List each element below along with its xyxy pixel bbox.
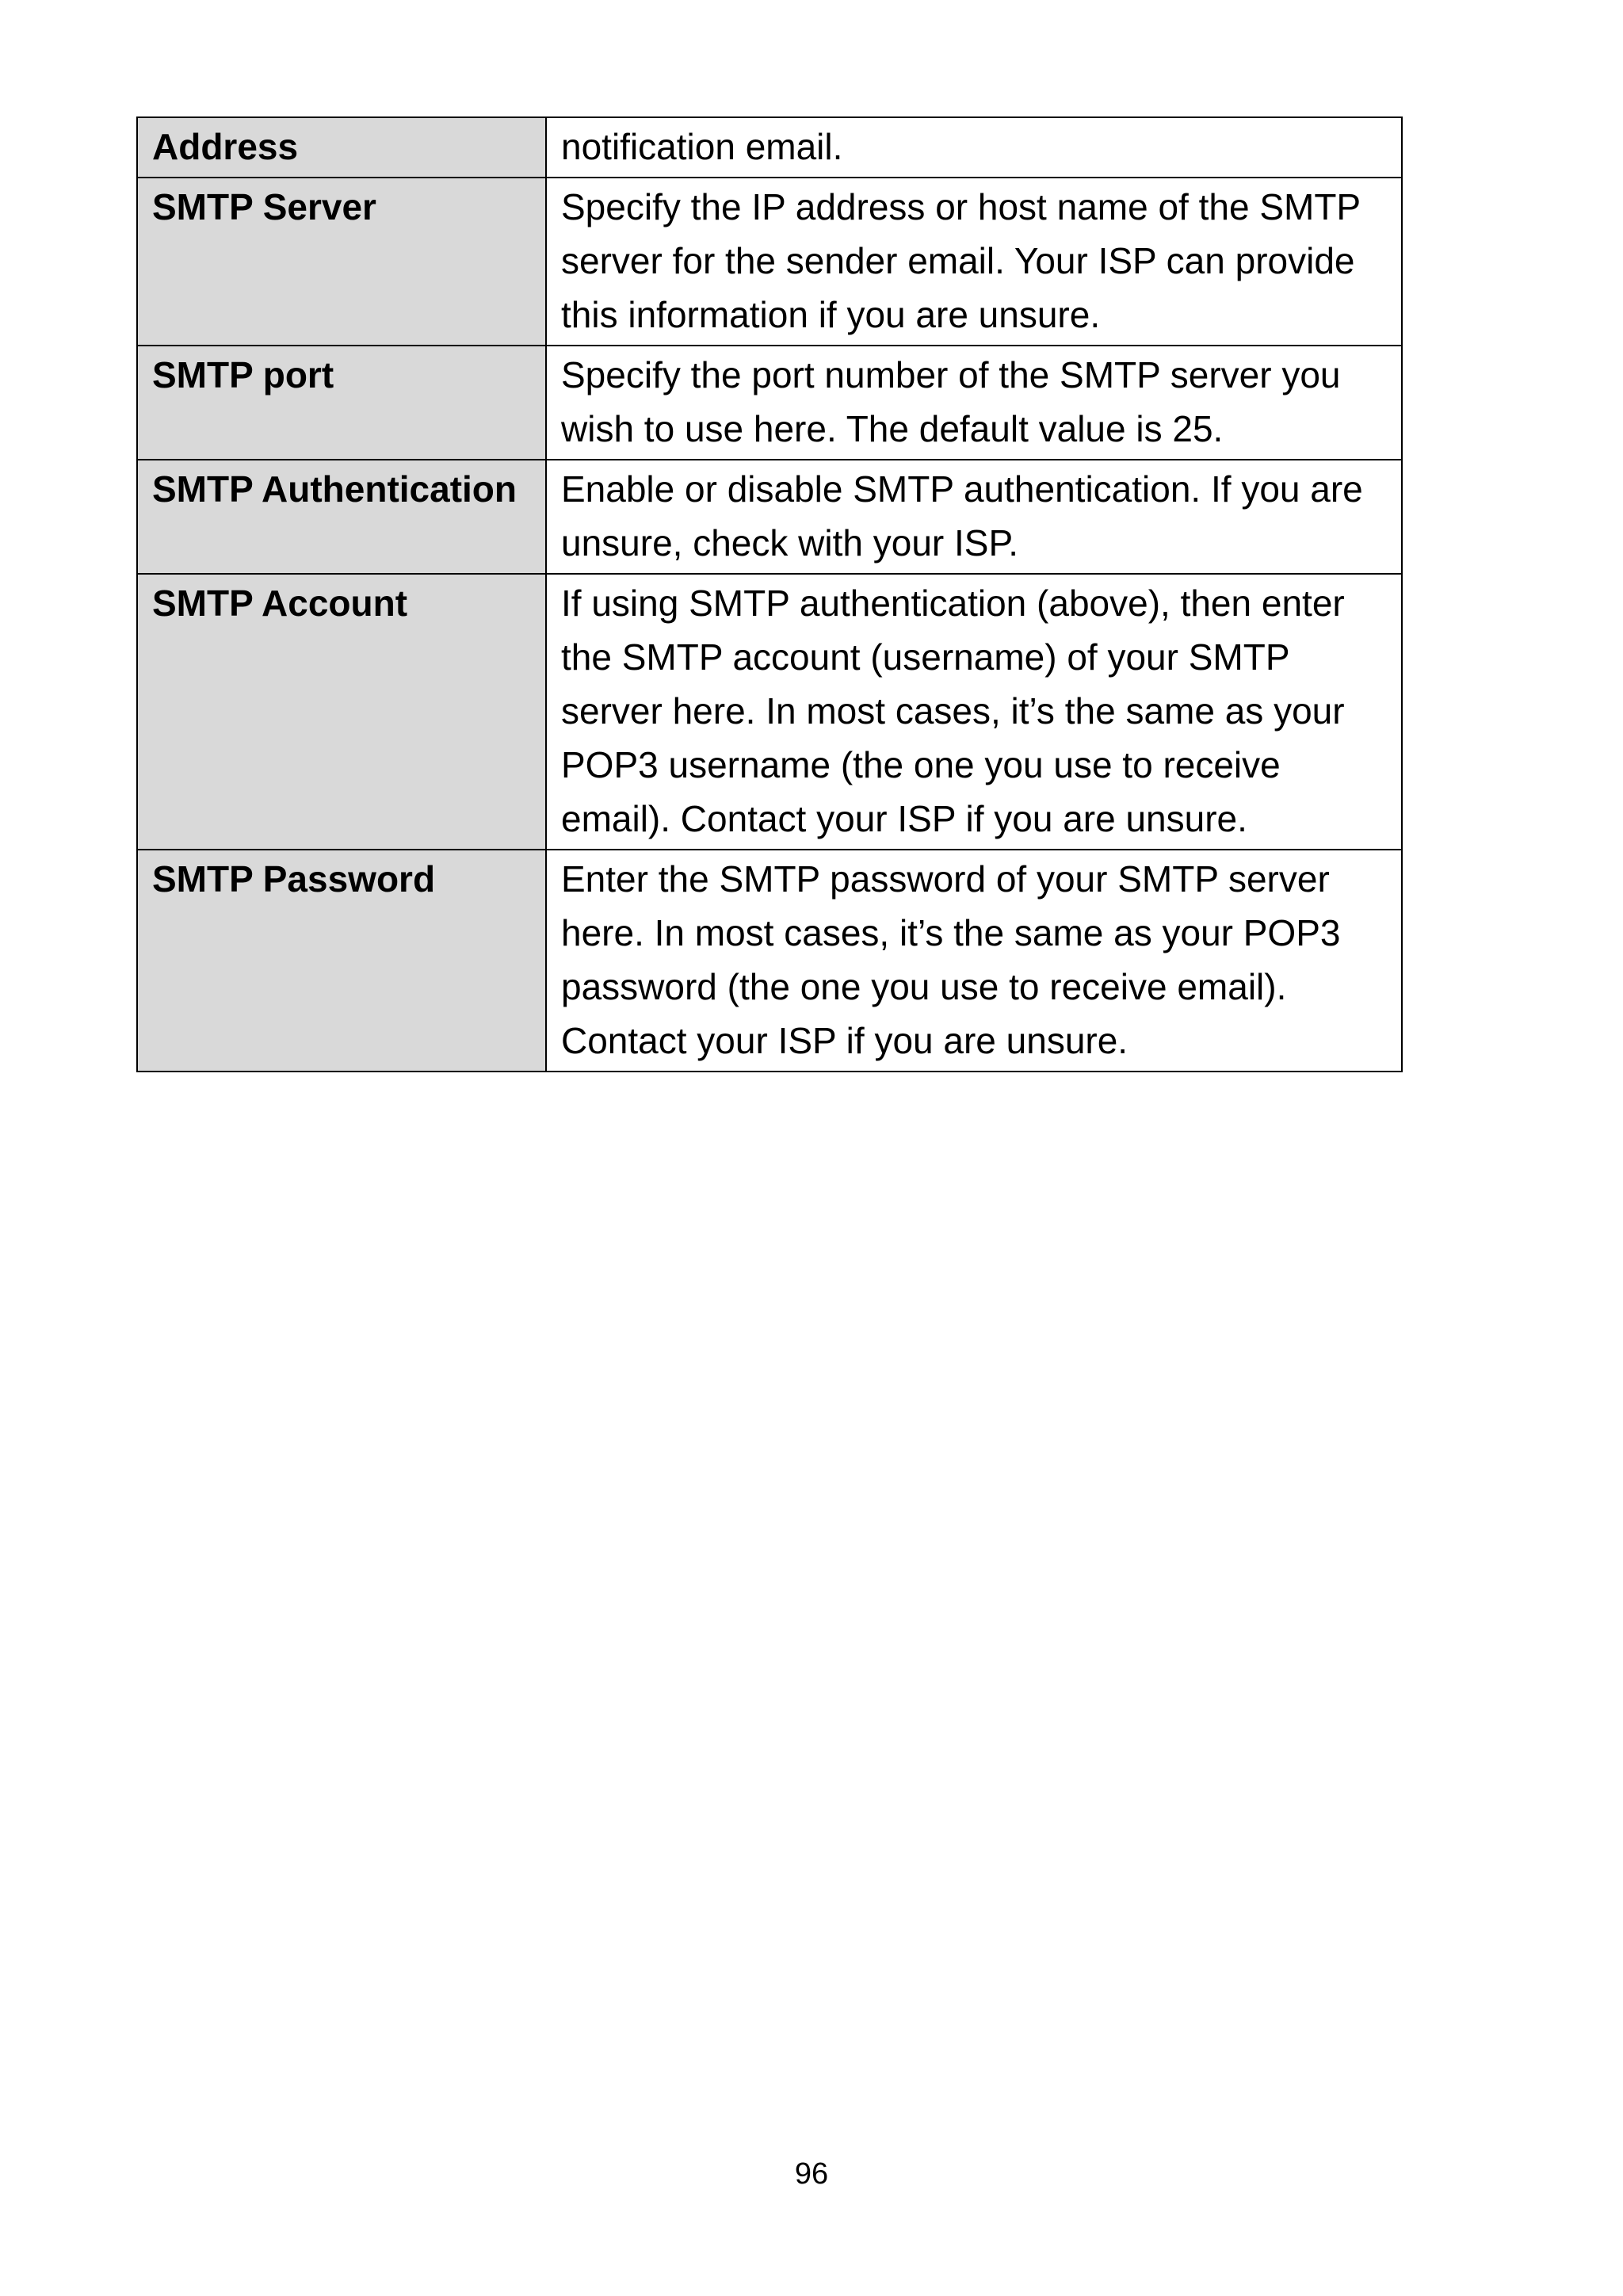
setting-description: Enter the SMTP password of your SMTP server here. In most cases, it’s the same as your POP3 password (the one you use to receive email). Contact your ISP if you are unsure. (546, 850, 1402, 1072)
table-row (137, 850, 1402, 1072)
setting-description: Specify the port number of the SMTP server you wish to use here. The default value is 25. (546, 346, 1402, 460)
setting-label: SMTP port (137, 346, 546, 460)
page-number: 96 (794, 2157, 829, 2191)
setting-label: SMTP Password (137, 850, 546, 1072)
setting-label: SMTP Server (137, 178, 546, 346)
table-row (137, 460, 1402, 574)
setting-label: Address (137, 117, 546, 178)
setting-description: If using SMTP authentication (above), then enter the SMTP account (username) of your SMTP server here. In most cases, it’s the same as your POP3 username (the one you use to receive email). Contact your ISP if you are unsure. (546, 574, 1402, 850)
table-row (137, 574, 1402, 850)
table-row (137, 346, 1402, 460)
table-row (137, 178, 1402, 346)
setting-description: notification email. (546, 117, 1402, 178)
setting-description: Specify the IP address or host name of the SMTP server for the sender email. Your ISP can provide this information if you are unsure. (546, 178, 1402, 346)
settings-table (136, 117, 1403, 1072)
setting-label: SMTP Account (137, 574, 546, 850)
setting-label: SMTP Authentication (137, 460, 546, 574)
setting-description: Enable or disable SMTP authentication. If you are unsure, check with your ISP. (546, 460, 1402, 574)
table-row (137, 117, 1402, 178)
